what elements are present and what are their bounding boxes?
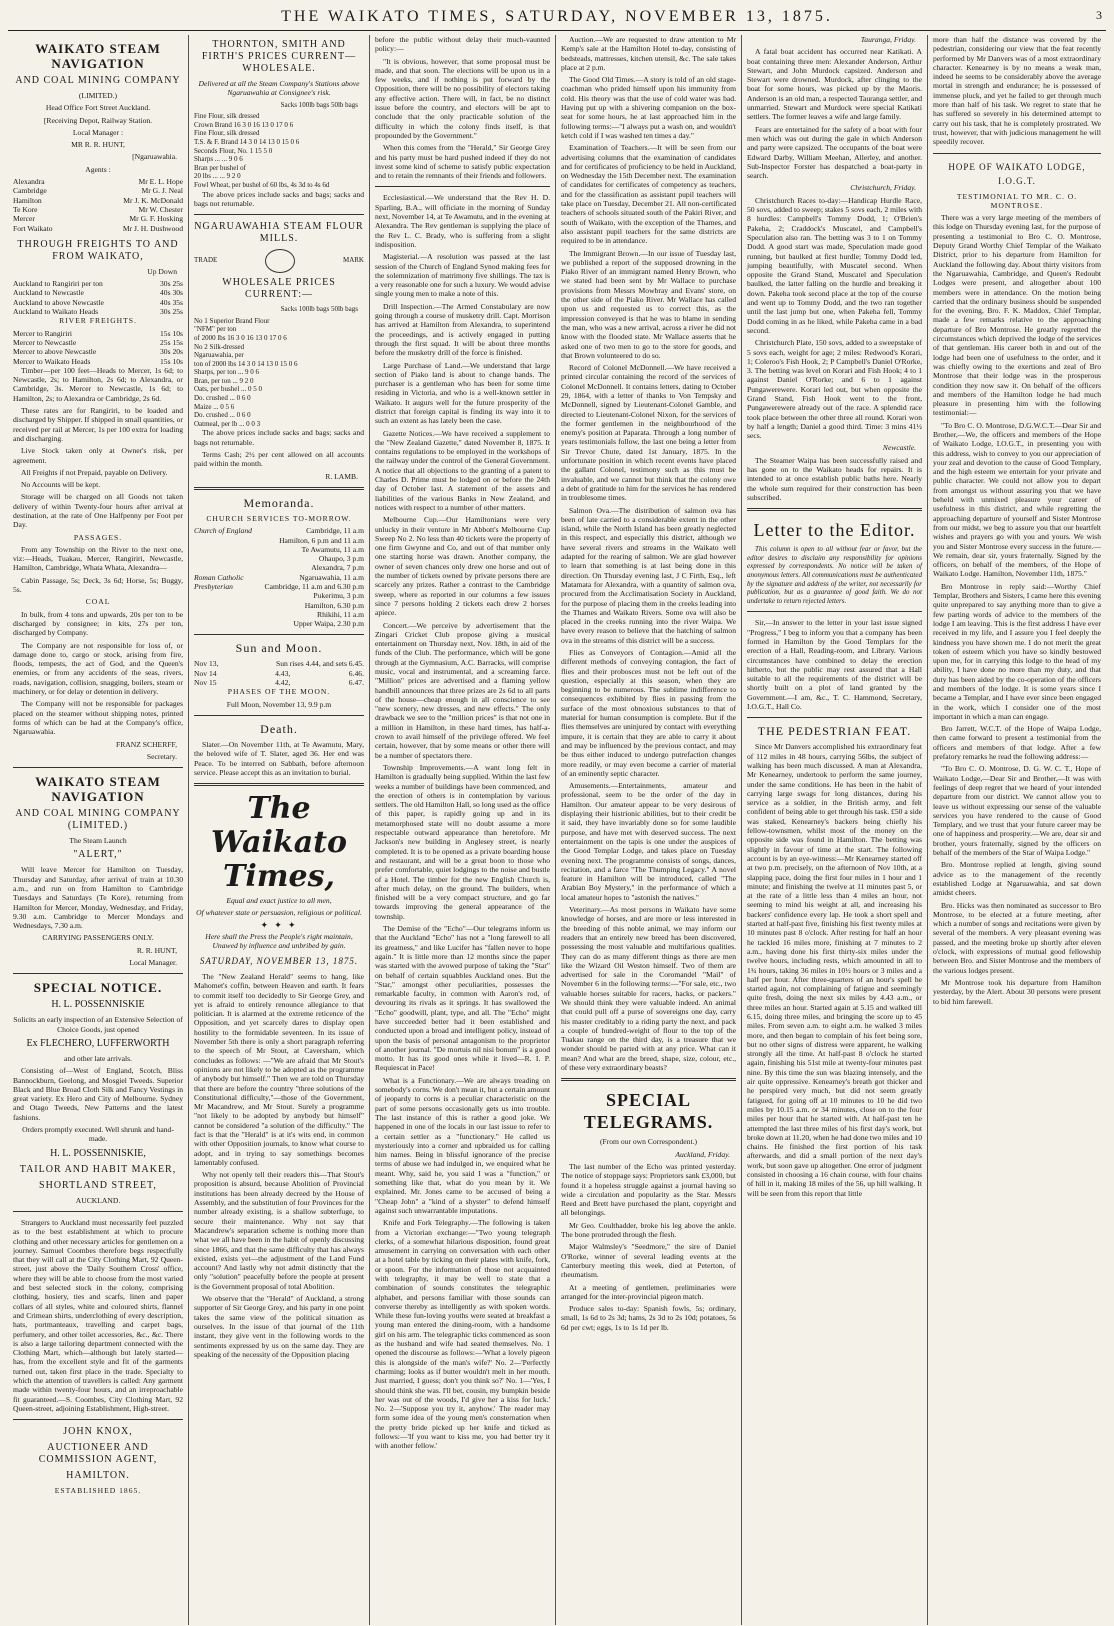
river-down: 10s (172, 356, 183, 366)
agent-town: Fort Waikato (13, 223, 53, 233)
coal-body: In bulk, from 4 tons and upwards, 20s per ton to be discharged by consignee; in kits, 27s per ton, discharged by Company. (13, 609, 183, 638)
service-row (194, 610, 364, 619)
agent-row (13, 205, 183, 214)
special-notice-street: SHORTLAND STREET, (39, 1179, 157, 1191)
special-notice-and: and other late arrivals. (64, 1053, 132, 1063)
rates-note: These rates are for Rangiriri, to be loaded and discharged by Shipper. If shipped in small quantities, or received per rail at Mercer, 1s per 100 extra for loading and discharging. (13, 406, 183, 443)
sun-date: Nov 13, (194, 659, 219, 669)
special-notice-title: SPECIAL NOTICE. (33, 980, 163, 996)
price-row: Fine Flour, silk dressed (194, 129, 260, 138)
price-row: Do. crushed ... 0 6 0 (194, 411, 251, 420)
sun-date: Nov 15 (194, 678, 217, 688)
accounts-note: No Accounts will be kept. (21, 480, 101, 490)
thornton-table (194, 112, 364, 189)
pedestrian-title: THE PEDESTRIAN FEAT. (757, 724, 912, 739)
divider (747, 717, 922, 718)
knox-established: ESTABLISHED 1865. (54, 1486, 142, 1496)
limited-label: (LIMITED.) (78, 91, 118, 100)
freight-row (13, 307, 183, 316)
river-up: 15s (159, 356, 171, 366)
river-row (13, 347, 183, 356)
freight-up: 40s (159, 288, 171, 298)
local-news-item: Ecclesiastical.—We understand that the Rev H. D. Sparling, B.A., will officiate in the morning of Sunday next, November 14, at Te Awamutu, and in the evening at Alexandra. The Rev gentleman is supplying the place of the Rev L. C. Brady, who is suffering from a slight indisposition. (375, 193, 550, 249)
wholesale-table (194, 317, 364, 429)
river-up: 15s (159, 328, 171, 338)
trade-mark-seal-icon (265, 249, 295, 273)
price-row: ton of 2000 lbs 14 3 0 14 13 0 15 0 6 (194, 359, 298, 368)
service-row (194, 554, 364, 563)
column-2 (189, 35, 370, 1625)
freight-row (13, 279, 183, 288)
service-time: Pukerimu, 3 p.m (313, 591, 364, 601)
mills-title: NGARUAWAHIA STEAM FLOUR MILLS. (194, 221, 364, 245)
local-news-item: Examination of Teachers.—It will be seen from our advertising columns that the examination of candidates and for certificates of proficiency to be held in Auckland, on Wednesday the 15th December next. The examination of candidates for certificates of competency as teachers, and for the classification as assistant pupil teachers will take place on Tuesday, December 21. All non-certificated teachers of schools situated south of the Pakiri River, and south of Waikato, with the exception of the Thames, and also assistant pupil teachers for the same districts are required to be in attendance. (561, 143, 736, 246)
sun-rise: 4.43, (275, 668, 291, 678)
steam-nav-title: WAIKATO STEAM NAVIGATION (35, 41, 161, 71)
divider (13, 1419, 183, 1420)
agent-name: Mr E. L. Hope (138, 177, 183, 187)
coal-title: COAL (85, 597, 111, 607)
freight-rates (160, 279, 183, 288)
freight-route: Auckland to Rangiriri per ton (13, 279, 103, 289)
service-time: Cambridge, 11 a.m (306, 526, 364, 536)
agent-town: Mercer (13, 214, 35, 224)
freight-row (13, 298, 183, 307)
service-time: Hamilton, 6 p.m and 11 a.m (279, 535, 364, 545)
column-5 (742, 35, 928, 1625)
agent-row (13, 214, 183, 223)
river-down: 15s (172, 337, 183, 347)
freight-down: 35s (172, 297, 183, 307)
freight-down: 30s (172, 288, 183, 298)
price-row: "NFM" per ton (194, 325, 237, 334)
phases-title: PHASES OF THE MOON. (227, 687, 331, 697)
article-paragraph: before the public without delay their much-vaunted policy:— (375, 35, 550, 54)
telegram-item: A fatal boat accident has occurred near Katikati. A boat containing three men: Alexander Anderson, Arthur Stewart, and John Murdock capsized. Anderson and Stewart were drowned. Murdock, after clinging to the boat for some hours, was picked up by the Maoris. Anderson is an old man, a respected Tauranga settler, and unmarried. Stewart and Murdock were special Katikati settlers. The former leaves a wife and large family. (747, 47, 922, 122)
service-row (194, 526, 364, 535)
telegram-item: The last number of the Echo was printed yesterday. The notice of stoppage says: Proprietors sank £3,000, but found it a hopeless struggle against a journal having so wide a circulation and popularity as the Star. Messrs Reed and Brett have purchased the plant, copyright and all belongings. (561, 1161, 736, 1218)
service-row (194, 563, 364, 572)
sun-set: 6.46. (348, 668, 364, 678)
special-notice-name-2: H. L. POSSENNISKIE, (50, 1147, 146, 1159)
sun-date: Nov 14 (194, 668, 217, 678)
freight-up: 40s (159, 297, 171, 307)
divider (194, 487, 364, 490)
lodge-paragraph: Bro. Hicks was then nominated as successor to Bro Montrose, to be elected at a future meeting, after which a number of songs and recitations were given by several of the members. A very pleasant evening was passed, and the meeting broke up shortly after eleven o'clock, with expressions of mutual good fellowship between Bro. and Sister Montrose and the members of the various lodges present. (933, 900, 1101, 975)
divider (375, 186, 550, 187)
service-time: Ngaruawahia, 11 a.m (299, 572, 364, 582)
river-row (13, 357, 183, 366)
freight-rates (160, 307, 183, 316)
agent-name: Mr J. K. McDonald (123, 195, 183, 205)
agent-row (13, 224, 183, 233)
wholesale-note: The above prices include sacks and bags; sacks and bags not returnable. (194, 428, 364, 447)
river-freights-title: RIVER FREIGHTS. (59, 316, 137, 326)
telegram-item: At a meeting of gentlemen, preliminaries were arranged for the inter-provincial pigeon match. (561, 1282, 736, 1301)
price-row: No 1 Superior Brand Flour (194, 316, 270, 325)
local-news-item: Knife and Fork Telegraphy.—The following is taken from a Victorian exchange:—"Two young telegraph clerks, of a somewhat hilarious disposition, found great amusement in carrying on conversation with each other at a hotel table by ticking on their plates with knife, fork, or spoon. For the information of those not acquainted with telegraphy, it may be well to state that a combination of sounds constitutes the telegraphic alphabet, and persons familiar with those sounds can converse thereby as intelligently as with spoken words. While these fun-loving youths were seated at breakfast a young man entered the dining-room, with a handsome girl on his arm. The telegraphic ticks commenced as soon as the husband and wife had seated themselves. No. 1 opened the discourse as follows:—'What a lovely pigeon this is alongside of the man's wife?' No. 2—'Perfectly charming; looks as if butter wouldn't melt in her mouth. Just married, I guess; don't you think so?' No. 1—'Yes, I should think she was. I'll bet, cousin, my bumpkin beside her was out of the woods, I'd give her a kiss for luck.' No. 2—'Suppose you try it, anyhow.' The reader may form some idea of the young men's consternation when the pretty bride picked up her knife and ticked as follows:—'If you want to kiss me, you had better try it with another fellow.' (375, 1218, 550, 1451)
special-notice-body: Solicits an early inspection of an Extensive Selection of Choice Goods, just opened (13, 1015, 183, 1034)
agent-town: Alexandra (13, 177, 45, 187)
local-news-item: The Immigrant Brown.—In our issue of Tuesday last, we published a report of the supposed drowning in the Piako River of an immigrant named Henry Brown, who we stated had been sent by Mr Wallace to purchase provisions from Messrs Mowbray and Evans' store, on the other side of the Piako River. Mr Wallace has called upon us and requested us to correct this, as the impression conveyed is that he was to blame in sending the man, who was a new arrival, across a river he did not know with the flooded state. Mr Wallace asserts that he asked one of two men to go to the store for goods, and that Brown volunteered to do so. (561, 248, 736, 360)
price-row: Oatmeal, per lb ... 0 0 3 (194, 419, 261, 428)
trade-label: TRADE (194, 256, 218, 265)
pedestrian-continued: more than half the distance was covered by the pedestrian, considering our view that the feat recently performed by Mr Danvers was of a most extraordinary character. Kenearney is by no means a weak man, indeed he seems to be considerably above the average mortal in strength and endurance; he is possessed of immense pluck, and yet he failed to get through much more than half of his task. We regret to state that he has suffered so severely in his determined attempt to carry out his task, that he is completely prostrated. We trust, however, that with judicious management he will speedily recover. (933, 35, 1101, 147)
agent-town: Cambridge (13, 186, 47, 196)
price-row: No 2 Silk-dressed (194, 342, 245, 351)
divider (747, 611, 922, 612)
freight-up: 30s (159, 307, 171, 317)
agent-name: Mr J. H. Dushwood (122, 223, 183, 233)
river-rates (160, 357, 183, 366)
freight-down: 25s (172, 279, 183, 289)
freight-route: Auckland to Newcastle (13, 288, 84, 298)
knox-trade: AUCTIONEER AND COMMISSION AGENT, (38, 1442, 158, 1466)
leader-paragraph: Why not openly tell their readers this—That Stout's proposition is absurd, because Abolition of Provincial institutions has been already decreed by the House of Assembly, and the substitution of four Provinces for the number already existing, is a shallow subterfuge, to secure their maintenance. Why not say that Macandrew's separation scheme is nothing more than what we all have been in the habit of openly discussing since 1866, and that the same difficulty that has always existed, exists yet—the adjustment of the Land Fund account? And lastly why not admit distinctly that the only "solution" peacefully before the people at present is the Government proposal of total Abolition. (194, 1170, 364, 1291)
terms-signature: R. LAMB. (325, 471, 358, 481)
price-row: Bran, per ton ... 9 2 0 (194, 376, 254, 385)
special-notice-name: H. L. POSSENNISKIE (51, 999, 145, 1011)
masthead-title: THE WAIKATO TIMES, SATURDAY, NOVEMBER 13, 1875. (281, 8, 833, 25)
agent-name: Mr G. F. Hosking (129, 214, 183, 224)
lodge-paragraph: Mr Montrose took his departure from Hamilton yesterday, by the Alert. About 30 persons were present to bid him farewell. (933, 977, 1101, 1006)
freight-row (13, 288, 183, 297)
price-row: Maize ... 0 5 6 (194, 402, 235, 411)
pedestrian-body: Since Mr Danvers accomplished his extraordinary feat of 112 miles in 48 hours, carrying 56lbs, the subject of walking has been much discussed. A man at Alexandra, Mr Kenearney, undertook to perform the same journey, under the same conditions. He has been in the habit of carrying large swags for long distances, during his service as a soldier, in the British army, and felt confident of being able to get through his task. £50 a side was staked, Kenearney's backers being chiefly his fellow-townsmen, whilst most of the money on the opposite side was found in Hamilton. The betting was slightly in favour of time at the start. The following account is by an eye-witness:—Mr Kenearney started off at two p.m. precisely, on the afternoon of Nov 10th, at a slapping pace, doing the first four miles in 1 hour and 1 minute; and finishing the twelve at 11 minutes past 5, or at the rate of a little less than 4 miles an hour, not seeming to mind his weight at all, and increasing his backers' confidence every lap. He took a short spell and started at half-past five, finishing his first twenty miles at 10 minutes past 8 o'clock. After resting for half an hour he tackled 16 miles more, finishing at 7 minutes to 2 a.m., having done his first thirty-six miles under the twelve hours, including rests, which amounted in all to 1¾ hours, taking 36 miles in 10½ hours or 3 miles and a half per hour. After three-quarters of an hour's spell he started again, not complaining of fatigue and seemingly quite fresh, doing the next six miles by 4.43 a.m., or three miles an hour. Started again at 5.15 and walked till 6.15, doing three miles, and bringing the score up to 45 miles. From seven a.m. to eight a.m. he walked 3 miles more, and then began to complain of his feet being sore, but no other signs of distress were apparent, he walking strongly all the time. At half-past 8 o'clock he started again, finishing his 51st mile at twenty-four minutes past nine. By this time the sun was blazing intensely, and the air quite oppressive. Kenearney's breath got thicker and he perspired very much, but did not seem greatly fatigued, for going off at 10 minutes to 10 he did two miles by 10.15 a.m. or 34 minutes, close on to the four miles per hour that he started with. At half-past ten he attempted the last three miles of his first day's work, but broke down at 11.20, when he had done two miles and 10 chains. He finished the first portion of his task afterwards, and did a small portion of the next day's work, but soon gave up altogether. One error of judgment consisted in choosing a 16 chain course, with four chains of hill in it, making 18 miles of the 56, up hill walking. It will be seen from this report that little (747, 742, 922, 1198)
price-row: Crown Brand 16 3 0 16 13 0 17 0 6 (194, 120, 294, 129)
steam-nav-sub: AND COAL MINING COMPANY (15, 75, 181, 86)
memoranda-title: Memoranda. (243, 495, 315, 510)
telegram-item: Mr Geo. Coulthadder, broke his leg above the ankle. The bone protruded through the flesh. (561, 1220, 736, 1240)
liability-note: The Company are not responsible for loss of, or damage done to, cargo or stock, arising from fire, floods, tempests, the act of God, and the Queen's enemies, or from any accidents of the seas, rivers, roads, navigation, collision, snagging, boilers, steam or machinery, or for delay or detention in delivery. (13, 640, 183, 697)
thornton-columns: Sacks 100lb bags 50lb bags (280, 100, 358, 109)
divider (13, 1211, 183, 1212)
divider (933, 153, 1101, 154)
sun-times: Sun rises 4.44, and sets 6.45. (276, 659, 364, 669)
river-route: Mercer to above Newcastle (13, 347, 97, 357)
service-church: Presbyterian (194, 582, 233, 591)
divider (747, 508, 922, 511)
divider (194, 214, 364, 215)
death-notice: Slater.—On November 11th, at Te Awamutu, Mary, the beloved wife of T. Slater, aged 36. Her end was Peace. To be interred on Sabbath, before afternoon service. Please accept this as an invitation to burial. (194, 739, 364, 777)
telegram-item: Fears are entertained for the safety of a boat with four men which was out during the gale in which Anderson and party were capsized. The occupants of the boat were Edward Darby, William Meehan, Allerley, and another. Sub-Inspector Forster has despatched a boat-party in search. (747, 124, 922, 181)
manager-label: Local Manager : (72, 127, 124, 137)
river-down: 10s (172, 328, 183, 338)
sun-rise: 4.42, (275, 678, 291, 688)
lodge-paragraph: Bro Montrose in reply said:—Worthy Chief Templar, Brothers and Sisters, I came here this evening quite unprepared to say anything more than to give a few parting words of advice to the members of the lodge I am leaving. This is the first address I have ever received in my life, and I assure you I feel deeply the kindness you have shown me. I do not merit the great token of esteem which you have so kindly bestowed upon me, for in carrying this lodge to the head of my ability, I have done no more than my duty, and that duty has been aided by the co-operation of the officers and members of the lodge. It is some years since I became a Templar, and I have ever since been engaged in the work, which I consider one of the most important in which a man can engage. (933, 581, 1101, 721)
freights-table (13, 279, 183, 316)
river-up: 25s (159, 337, 171, 347)
live-stock-note: Live Stock taken only at Owner's risk, per agreement. (13, 446, 183, 465)
local-news-item: Gazette Notices.—We have received a supplement to the "New Zealand Gazette," dated November 8, 1875. It contains regulations to be employed in the workshops of the railway under the control of the General Government. A notice that all objections to the granting of a patent to Charles D. Prime must be lodged on or before the 24th day of October last. A statement of the assets and liabilities of the various Banks in New Zealand, and notices with respect to a number of other matters. (375, 428, 550, 512)
terms-note: Terms Cash; 2½ per cent allowed on all accounts paid within the month. (194, 450, 364, 469)
telegram-item: Produce sales to-day: Spanish fowls, 5s; ordinary, small, 1s 6d to 2s 3d; hams, 2s 3d to 2s 10d; potatoes, 5s 6d per cwt; eggs, 1s to 1s 1d per lb. (561, 1304, 736, 1332)
service-row (194, 601, 364, 610)
steam-nav-sub-2: AND COAL MINING COMPANY (LIMITED.) (15, 808, 181, 832)
service-church: Roman Catholic (194, 572, 244, 582)
knox-name: JOHN KNOX, (63, 1426, 133, 1438)
launch-label: The Steam Launch (69, 836, 127, 846)
service-row (194, 573, 364, 582)
sun-row (194, 659, 364, 668)
wholesale-columns: Sacks 100lb bags 50lb bags (280, 305, 358, 314)
freights-head: Up Down (147, 266, 177, 276)
local-news-item: Salmon Ova.—The distribution of salmon ova has been of late carried to a considerable extent in the other island, while the North Island has been greatly neglected in this respect, and especially this district, although we have several rivers and streams in the Waikato well adapted for the rearing of salmon. We are glad however to learn that something is at last being done in this direction. On Thursday evening last, J C Firth, Esq., left Matamata for Alexandra, with a quantity of salmon ova, procured from the Acclimatisation Society in Auckland, for the purpose of placing them in the creeks leading into the Thames and Waikato Rivers. Some ova will also be placed in the creeks running into the river Waipa. We have every reason to believe that the hatching of salmon ova in the streams of this district will be a success. (561, 505, 736, 645)
service-time: Upper Waipa, 2.30 p.m (293, 619, 364, 629)
divider (561, 1078, 736, 1081)
special-notice-orders: Orders promptly executed. Well shrunk and hand-made. (22, 1125, 174, 1144)
agent-name: Mr G. J. Neal (141, 186, 183, 196)
agent-town: Hamilton (13, 195, 42, 205)
divider (194, 634, 364, 635)
paper-title: The Waikato Times, (210, 791, 347, 895)
launch-passengers: CARRYING PASSENGERS ONLY. (42, 933, 154, 943)
local-news-item: Concert.—We perceive by advertisement that the Zingari Cricket Club propose giving a musical entertainment on Thursday next, Nov. 18th, in aid of the funds of the Club. The performance, which will be gone through at the Gymnasium, A.C. Barracks, will comprise music, vocal and instrumental, and a screaming farce. "Million" prices are advertised and a flaming yellow handbill announces that three prizes are 2s 6d to all parts of the house—cheap enough in all conscience to see "new scenery, new dresses, and new effects." The only drawback we see to the "million prices" is that not one in a million in Hamilton, in these hard times, has half-a-crown to avail himself of the privilege offered. We feel certain, however, that by some means or other there will be a number of spectators there. (375, 620, 550, 760)
local-news-item: Veterinary.—As most persons in Waikato have some knowledge of horses, and are more or less interested in the breeding of this noble animal, we may inform our readers that an entirely new breed has been discovered, possessing the most valuable and multifarious qualities. They can do as many different things as there are men like the Wizard Oil Weston himself. Two of them are advertised for sale in the Coromandel "Mail" of November 6 in the following terms:—"For sale, etc., two valuable horses suitable for racers, hacks, or packers." We should think they were valuable indeed. An animal that could pull off a purse of sovereigns one day, carry his master creditably to a riding party the next, and pack a couple of hundred-weight of flour to the top of the Tuakau range on the third day, is a treasure that we wonder should be parted with at any price. What can it mean? And what are the breed, shape, size, colour, etc., of these very extraordinary beasts? (561, 905, 736, 1073)
masthead (8, 4, 1106, 31)
column-3 (370, 35, 556, 1625)
column-1 (8, 35, 189, 1625)
service-row (194, 582, 364, 591)
river-rates (160, 338, 183, 347)
agent-row (13, 186, 183, 195)
launch-schedule: Will leave Mercer for Hamilton on Tuesday, Thursday and Saturday, after arrival of train at 10.30 a.m., and run on from Hamilton to Cambridge Tuesdays and Saturdays (Te Kore), returning from Hamilton for Mercer, Monday, Wednesday, and Friday, 9.30 a.m. Cambridge to Mercer Mondays and Wednesdays, 7.30 a.m. (13, 865, 183, 931)
freight-rates (160, 298, 183, 307)
lodge-paragraph: Bro Jarrett, W.C.T. of the Hope of Waipa Lodge, then came forward to present a testimonial from the officers and members of that lodge. After a few prefatory remarks he read the following address:— (933, 724, 1101, 762)
sun-set: 6.47. (348, 678, 364, 688)
launch-name: "ALERT," (73, 849, 123, 861)
divider (194, 783, 364, 786)
service-time: Alexandra, 7 p.m (311, 563, 364, 573)
coombes-ad: Strangers to Auckland must necessarily feel puzzled as to the best establishment at which to procure clothing and other necessary articles for gentlemen on a journey. Samuel Coombes therefore begs respectfully that they will call at the City Clothing Mart, 92 Queen-street, just above the 'Daily Southern Cross' office, where they will be able to choose from the most varied and best selected stock in the colony, comprising clothing, hosiery, ties and scarfs, linen and paper collars of all styles, white and coloured shirts, flannel and Crimean shirts, underclothing of every description, hats, portmanteaux, travelling and carpet bags, perfumery, and other toilet accessories, &c., &c. There is also a large tailoring department connected with the Clothing Mart, which—although but lately started—has, from the excellent style and fit of the garments turned out, taken first place in the trade. Specialty to which the attention of travellers is called: Any garment made within twenty-four hours, and an irreproachable fit guaranteed.—S. Coombes, City Clothing Mart, 92 Queen-street, adjoining Establishment, High-street. (13, 1217, 183, 1413)
motto-line-1: Equal and exact justice to all men, (226, 896, 332, 906)
article-paragraph: When this comes from the "Herald," Sir George Grey and his party must be hard pushed indeed if they do not invest some kind of scheme to satisfy public expectation and to retain the remnants of their friends and followers. (375, 143, 550, 181)
river-row (13, 329, 183, 338)
ad1-signature-role: Secretary. (146, 751, 177, 761)
passages-title: PASSAGES. (73, 532, 123, 542)
issue-date: SATURDAY, NOVEMBER 13, 1875. (199, 955, 359, 966)
service-row (194, 536, 364, 545)
telegram-dateline: Tauranga, Friday. (860, 35, 916, 44)
price-row: Oats, per bushel ... 0 5 0 (194, 385, 263, 394)
lodge-paragraph: "To Bro C. O. Montrose, D.G.W.C.T.—Dear Sir and Brother,—We, the officers and members of the Hope of Waikato Lodge, I.O.G.T., in presenting you with this address, wish to convey to you our appreciation of your zeal and devotion to the cause of Good Templary, and the high esteem we entertain for your private and public character. We could not allow you to depart from amongst us without assuring you that we have beheld with unmixed pleasure your career of usefulness in this district, and while regretting the approaching departure of yourself and Sister Montrose from our midst, we beg to assure you that our heartfelt wishes and prayers go with you and yours. We wish you and Sister Montrose every success in the future.—We remain, dear sir, yours fraternally. Signed by the officers, on behalf of the members, of the Hope of Waikato Lodge. Hamilton, November 11th, 1875." (933, 420, 1101, 579)
special-notice-city: AUCKLAND. (75, 1195, 121, 1205)
price-row: Sharps, per ton ... 9 0 6 (194, 368, 259, 377)
mark-label: MARK (342, 256, 364, 265)
agents-label: Agents : (85, 164, 111, 174)
river-rates (160, 347, 183, 356)
freight-up: 30s (159, 279, 171, 289)
local-news-item: Drill Inspection.—The Armed Constabulary are now going through a course of musketry drill. Capt. Morrison has arrived at Hamilton from Alexandra, to superintend the proceedings, and is actively engaged in putting through the first squad. It will be about three months before the musketry drill of the force is finished. (375, 301, 550, 358)
sun-moon-title: Sun and Moon. (235, 641, 323, 656)
price-row: Bran per bushel of (194, 163, 246, 172)
ad2-signature-role: Local Manager. (129, 958, 177, 968)
local-news-item: Township Improvements.—A want long felt in Hamilton is gradually being supplied. Within the last few weeks a number of buildings have been commenced, and the erection of others is in contemplation by various settlers. The old Hamilton Hall, so long used as the office of this paper, is rapidly going up and in its metamorphosed state will no doubt assume a more respectable outward appearance than heretofore. Mr Jackson's new building in Anglesey street, is nearly completed. It is to be opened as a private boarding house and restaurant, and will be a great boon to those who prefer comfortable, quiet lodgings to the noise and bustle of a Hotel. The timber for the new English Church is, after much delay, on the ground. The builders, when finished will be a very compact structure, and go far towards improving the general appearance of the township. (375, 762, 550, 921)
telegrams-source: (From our own Correspondent.) (599, 1137, 698, 1147)
agents-list (13, 177, 183, 233)
wholesale-title: WHOLESALE PRICES CURRENT:— (222, 277, 336, 301)
motto-line-3: Here shall the Press the People's right maintain, Unawed by influence and unbribed by gain. (205, 932, 353, 951)
service-time: Hamilton, 6.30 p.m (304, 600, 364, 610)
manager-place: [Ngaruawahia. (132, 152, 177, 162)
special-notice-trade: TAILOR AND HABIT MAKER, (19, 1163, 177, 1175)
local-news-item: Large Purchase of Land.—We understand that large section of Piako land is about to change hands. The purchaser is a gentleman who has been for some time residing in Victoria, and who is a well-known settler in Waikato. It augurs well for the future prosperity of the district that foreign capital is finding its way into it to such an extent as has lately been the case. (375, 360, 550, 426)
river-down: 20s (172, 347, 183, 357)
receiving-depot: [Receiving Depot, Railway Station. (43, 115, 153, 125)
lodge-subtitle: TESTIMONIAL TO MR. C. O. MONTROSE. (956, 191, 1078, 210)
agent-town: Te Kore (13, 204, 38, 214)
price-row: Ngaruawahia, per (194, 351, 244, 360)
river-rates (160, 329, 183, 338)
divider (194, 715, 364, 716)
service-time: Cambridge, 11 a.m and 6.30 p.m (264, 582, 364, 591)
local-news-item: Magisterial.—A resolution was passed at the last session of the Church of England Synod making fees for the solemnization of matrimony five shillings. The tax is a very reasonable one for such a luxury. We would advise single young men to make a note of this. (375, 252, 550, 299)
lodge-title: HOPE OF WAIKATO LODGE, I.O.G.T. (948, 161, 1086, 186)
river-route: Mercer to Rangiriri (13, 328, 73, 338)
letter-title: Letter to the Editor. (753, 520, 916, 541)
freight-rates (160, 288, 183, 297)
local-news-item: What is a Functionary.—We are always treading on somebody's corns. We don't mean it, but a certain amount of jeopardy to corns is a peculiar characteristic on the part of some persons occasionally gets us into trouble. The last instance of this is rather a good joke. We happened in one of the locals in our last issue to refer to a certain settler as a "functionary." He called us mysteriously into a corner and upbraided us for calling him names. Being in blissful ignorance of the precise terms of abuse we had indulged in, we enquired what he meant. Why, said he, you said I was a "function," or something like that, what do you mean by it. We explained. Mr. Jones came to be accused of being a "Cheap John" a "kind of a shyster" to defend himself against such unwarrantable imputations. (375, 1075, 550, 1215)
telegram-dateline: Auckland, Friday. (675, 1149, 730, 1159)
local-news-item: The Demise of the "Echo"—Our telegrams inform us that the Auckland "Echo" has not a "long farewell to all its greatness," and like Lucifer has "fallen never to hope again." It is little more than 12 months since the paper was started with the avowed purpose of taking the "Star" on behalf of certain squabbles Auckland ones. But the "Star," amongst other peculiarities, possesses the remarkable faculty, in common with Aaron's rod, of devouring its rivals as it springs. It has swallowed the "Echo" goodwill, plant, type, and all. The "Echo" might have succeeded better had it been established and conducted upon a broad and intelligent policy, instead of upon the basis of personal antagonism to the proprietor of another journal. "De mortuis nil nisi bonum" is a good motto. It has its good ones while it lived—R. I. P. Requiescat in Pace! (375, 924, 550, 1073)
special-notice-list: Consisting of—West of England, Scotch, Bliss Bannockburn, Geelong, and Mosgiel Tweeds. Superior Black and Blue Broad Cloth Silk and Fancy Vestings in great variety. Ex Hero and City of Melbourne. Sydney and Otago Tweeds, New Patterns and the latest fashions. (13, 1066, 183, 1122)
sun-row (194, 669, 364, 678)
ornament-icon: ✦ ✦ ✦ (260, 919, 298, 930)
service-time: Rhikihi, 11 a.m (317, 609, 364, 619)
columns (8, 35, 1106, 1625)
freight-route: Auckland to Waikato Heads (13, 307, 99, 317)
packages-note: The Company will not be responsible for packages placed on the steamer without shipping notes, printed forms of which can be had at the Company's office, Ngaruawahia. (13, 699, 183, 737)
special-notice-ships: Ex FLECHERO, LUFFERWORTH (26, 1037, 170, 1049)
river-up: 30s (159, 347, 171, 357)
service-row (194, 619, 364, 628)
river-table (13, 329, 183, 366)
agent-row (13, 177, 183, 186)
trade-mark (194, 249, 364, 273)
freight-down: 25s (172, 307, 183, 317)
lodge-paragraph: There was a very large meeting of the members of this lodge on Thursday evening last, for the purpose of presenting a testimonial to Bro C. O. Montrose, Deputy Grand Worthy Chief Templar of the Waikato District, prior to his departure from Hamilton for Auckland the following day. About thirty visitors from the Ngaruawahia, Cambridge, and Queen's Redoubt Lodges were present, and altogether about 100 members were in attendance. On the motion being carried that the ordinary business should be suspended for the evening, Bro. F. K. Maddox, Chief Templar, made a few remarks relative to the approaching departure of Bro Montrose. He greatly regretted the circumstances which deprived the lodge of the services of that gentleman. His career both in and out of the lodge had been one of usefulness to the order, and it was chiefly owing to the exertions and zeal of Bro Montrose that their lodge was in the prosperous condition they now saw it. On behalf of the officers and members of the Hamilton lodge he had much pleasure in presenting him with the following testimonial:— (933, 213, 1101, 418)
death-title: Death. (260, 721, 298, 736)
freight-route: Auckland to above Newcastle (13, 297, 104, 307)
service-time: Ohaupo, 3 p.m (318, 554, 364, 564)
agent-row (13, 196, 183, 205)
leader-paragraph: The "New Zealand Herald" seems to hang, like Mahomet's coffin, between Heaven and earth. It fears to commit itself too decidedly to Sir George Grey, and yet is afraid to entirely renounce allegiance to that politician. It is alarmed at the extreme reticence of the Opposition, and yet scarcely dares to display open hostility to the formidable seventeen. In its issue of November 5th there is only a short paragraph referring to the speech of Mr Stout, at Caversham, which concludes as follows: —"We are afraid that Mr Stout's opinions are not likely to be adopted as the programme of anybody but himself." Then we are told on Thursday that there are before the country "three solutions of the Constitutional difficulty,"—those of the Government, Mr Macandrew, and Mr Stout. Surely a programme "not likely to be adopted by anybody but himself" cannot be considered "a solution of the difficulty." The fact is that the "Herald" is at it's wits end, in common with other Opposition journals, to know what course to adopt, and in trying to say somethings becomes lamentably confused. (194, 971, 364, 1167)
divider (13, 767, 183, 768)
prepaid-note: All Freights if not Prepaid, payable on Delivery. (21, 467, 168, 477)
telegram-item: Major Walmsley's "Seedmore," the sire of Daniel O'Rorke, winner of several leading events at the Canterbury meeting this week, died at Peterton, of rheumatism. (561, 1242, 736, 1280)
local-news-item: Record of Colonel McDonnell.—We have received a printed circular containing the record of the services of Colonel McDonnell. It contains letters, dating to October 29, 1864, with a letter of thanks to Von Tempsky and McDonnell, signed by Lieutenant-Colonel Gamble, and directed to Lieutenant-Colonel Nixon, for the services of the former gentlemen in the neighbourhood of the enemy's position at Paparata. Through a long number of years testimonials follow, the last one being a letter from Sir Trevor Chute, dated 1st January, 1875. In the unfortunate position in which recent events have placed the gallant Colonel, testimony such as this must be invaluable, and we cannot but think that the colony owe a debt of gratitude to him for the services he has rendered in troublesome times. (561, 363, 736, 503)
local-news-item: Amusements.—Entertainments, amateur and professional, seem to be the order of the day in Hamilton. Our amateur appear to be very desirous of displaying their histrionic abilities, but to their credit be it said, they have invariably done so for some laudible purpose, and have met with deserved success. The next entertainment on the tapis is one under the auspices of the Good Templar Lodge, and takes place on Tuesday evening next. The programme consists of songs, dances, recitation, and a farce "The Thumping Legacy." A novel feature in Hamilton will be introduced, called "The Arabian Boy Mystery," in the performance of which a local amateur hopes to "astonish the natives." (561, 781, 736, 902)
price-row: of 2000 lbs 16 3 0 16 13 0 17 0 6 (194, 333, 287, 342)
river-route: Mercer to Newcastle (13, 337, 77, 347)
service-church: Church of England (194, 526, 252, 536)
service-row (194, 591, 364, 600)
leader-paragraph: We observe that the "Herald" of Auckland, a strong supporter of Sir George Grey, and his party in one point takes the same view of the political situation as ourselves. In the issue of that journal of the 11th instant, they give vent in the following words to the sentiments expressed by us on the same day. They are speaking of the necessity of the Opposition placing (194, 1294, 364, 1359)
letter-disclaimer: This column is open to all without fear or favor, but the editor desires to disclaim any responsibility for opinions expressed by correspondents. No notice will be taken of anonymous letters. All communications must be authenticated by the signature and address of the writer, not necessarily for publication, but as a guarantee of good faith. We do not undertake to return rejected letters. (747, 545, 922, 605)
price-row: Sharps ... ... 9 0 6 (194, 155, 243, 164)
timber-rates: Timber—per 100 feet—Heads to Mercer, 1s 6d; to Newcastle, 2s; to Hamilton, 2s 6d; to Alexandra, or Cambridge, 3s. Mercer to Newcastle, 1s 6d; to Hamilton, 2s; to Alexandra or Cambridge, 2s 6d. (13, 365, 183, 403)
article-quote: "It is obvious, however, that some proposal must be made, and that soon. The elections will be upon us in a few weeks, and if nothing is put forward by the Opposition, there will be no possibility of electors taking any effective action. There will, in fact, be no distinct issue before the country, and electors will be apt to conclude that the only practicable solution of the difficulty in which the colony finds itself, is that propounded by the Government." (375, 56, 550, 140)
services-list (194, 526, 364, 628)
telegrams-title: SPECIAL TELEGRAMS. (583, 1090, 714, 1133)
telegram-dateline: Christchurch, Friday. (850, 183, 916, 193)
local-news-item: Melbourne Cup.—Our Hamiltonians were very unlucky in their venture in Mr Abbott's Melbourne Cup Sweep No 2. No less than 40 tickets were the property of one firm Gwynne and Co, and out of that number only one starting horse was drawn. Another company, the owner of seven chances only drew one horse and out of the number of tickets owned by private persons there are scarcely any prizes. Rather a contrast to the Cambridge sweep, where as reported in our columns a few issues since 7 persons holding 2 tickets each drew 2 horses apiece. (375, 515, 550, 618)
passages-body: From any Township on the River to the next one, viz:—Heads, Tuakau, Mercer, Rangiriri, Newcastle, Hamilton, Cambridge, Whata Whata, Alexandra— (13, 544, 183, 573)
local-news-item: Flies as Conveyors of Contagion.—Amid all the different methods of conveying contagion, the fact of flies and their probosces must not be left out of the question, especially at this season, when they are beginning to be numerous. The sublime indifference to consequences exhibited by flies in passing from the surface of the most obnoxious substances to that of material for human consumption is complete. But if the flies themselves are uninjured by contact with everything impure, it is certain that they are able to carry it about and may be influenced by the previous contact, and may be thus either induced to undergo putrefaction changes more readily, or may even become a carrier of material of an eminently septic character. (561, 648, 736, 778)
price-row: Do. crushed ... 0 6 0 (194, 394, 251, 403)
local-news-item: The Good Old Times.—A story is told of an old stage-coachman who prided himself upon his immunity from cold. His theory was that the use of cold water was bad. Having put up with a shivering companion on the box-seat for some hours, he at last approached him in the following terms:—"I always put a wash on, and wouldn't ketch cold if I was washed ten times a day." (561, 75, 736, 140)
head-office: Head Office Fort Street Auckland. (45, 103, 151, 113)
ad1-signature: FRANZ SCHERFF, (115, 739, 177, 749)
sun-table (194, 659, 364, 687)
service-row (194, 545, 364, 554)
thornton-subtitle: Delivered at all the Steam Company's Stations above Ngaruawahia at Consignee's risk. (198, 79, 360, 98)
knox-city: HAMILTON. (66, 1470, 130, 1482)
lodge-paragraph: Bro. Montrose replied at length, giving sound advice as to the management of the recently established Lodge at Ngaruawahia, and sat down amidst cheers. (933, 860, 1101, 898)
services-title: CHURCH SERVICES TO-MORROW. (206, 513, 352, 523)
storage-note: Storage will be charged on all Goods not taken delivery of within Twenty-four hours after arrival at destination, at the rate of One Halfpenny per Foot per Day. (13, 492, 183, 530)
price-row: 20 lbs ... ... 9 2 0 (194, 172, 241, 181)
page-number: 3 (1096, 8, 1102, 22)
river-route: Mercer to Waikato Heads (13, 356, 91, 366)
thornton-note: The above prices include sacks and bags; sacks and bags not returnable. (194, 189, 364, 208)
column-4 (556, 35, 742, 1625)
freights-title: THROUGH FREIGHTS TO AND FROM WAIKATO, (17, 238, 179, 262)
service-time: Te Awamutu, 11 a.m (301, 544, 364, 554)
steam-nav-title-2: WAIKATO STEAM NAVIGATION (35, 774, 161, 805)
letter-body: Sir,—In answer to the letter in your last issue signed "Progress," I beg to inform you that a company has been formed in Hamilton by the Good Templars for the erection of a Hall, Reading-room, and Library. Various circumstances have combined to delay the erection hitherto, but the public may rest assured that a Hall suitable to all the requirements of the district will be shortly built on a plot of land granted by the Government.—I am, &c., T. C. Hammond, Secretary, I.O.G.T., Hall Co. (747, 618, 922, 712)
sun-row (194, 678, 364, 687)
price-row: T.S. & F. Brand 14 3 0 14 13 0 15 0 6 (194, 137, 300, 146)
cabin-fares: Cabin Passage, 5s; Deck, 3s 6d; Horse, 5s; Buggy, 5s. (13, 575, 183, 595)
telegram-dateline: Newcastle. (882, 443, 916, 453)
river-row (13, 338, 183, 347)
column-6 (928, 35, 1106, 1625)
telegram-item: Christchurch Plate, 150 sovs, added to a sweepstake of 5 sovs each, weight for age; 2 miles: Redwood's Korari, 1; Coleroo's Fish Hook, 2; P Campbell's Daniel O'Rorke, 3. The betting was level on Korari and Fish Hook; 4 to 1 against Daniel O'Rorke; and 6 to 1 against Pungawerewere. Korari led out, but when opposite the Grand Stand, Fish Hook went to the front, Pungawerewere already out of the race. A splendid race took place between the other three all round. Korari won by half a length; Daniel a good third. Time: 3 mins 41½ secs. (747, 338, 922, 441)
telegram-item: The Steamer Waipa has been successfully raised and has gone on to the Waikato heads for repairs. It is intended to at once establish public baths here. Nearly the whole sum required for their construction has been subscribed. (747, 455, 922, 502)
motto-line-2: Of whatever state or persuasion, religious or political. (196, 908, 362, 918)
lodge-paragraph: "To Bro C. O. Montrose, D. G. W. C. T., Hope of Waikato Lodge,—Dear Sir and Brother,—It was with feelings of deep regret that we heard of your intended departure from our district. We cannot allow you to leave us without expressing our sense of the valuable services you have rendered to the cause of Good Templary, and we trust that your future career may be one of happiness and prosperity.—We are, dear sir and brother, yours fraternally, signed by the officers on behalf of the members of the Star of Waipa Lodge." (933, 764, 1101, 858)
price-row: Fine Flour, silk dressed (194, 112, 260, 121)
full-moon: Full Moon, November 13, 9.9 p.m (226, 699, 332, 709)
local-news-item: Auction.—We are requested to draw attention to Mr Kemp's sale at the Hamilton Hotel to-day, consisting of bedsteads, mattresses, kitchen utensil, &c. The sale takes place at 2 p.m. (561, 35, 736, 72)
agent-name: Mr W. Chester (138, 204, 183, 214)
divider (13, 973, 183, 974)
price-row: Fowl Wheat, per bushel of 60 lbs, 4s 3d to 4s 6d (194, 180, 330, 189)
ad2-signature: R. R. HUNT, (136, 945, 177, 955)
thornton-title: THORNTON, SMITH AND FIRTH'S PRICES CURRENT—WHOLESALE. (201, 39, 357, 74)
telegram-item: Christchurch Races to-day:—Handicap Hurdle Race, 50 sovs, added to sweep; stakes 5 sovs each, 2 miles with 8 hurdles: Campbell's Tommy Dodd, 1; O'Brien's Pakeha, 2; Craddock's Muscatel, and Campbell's Speculation also ran. The betting was 3 to 1 on Tommy Dodd. A good start was made, Speculation made good running, but baulked at first hurdle; Tommy Dodd led, jumping beautifully, with Muscatel second. When opposite the Grand Stand, Muscatel and Speculation baulked, the latter falling on the hurdle and breaking it down. Pakeha took second place at the top of the course and went up to Tommy Dodd, and the two ran together until the last jump but one, when Pakeha fell, Tommy Dodd coming in as he liked, while Pakeha came in a bad second. (747, 195, 922, 335)
manager-name: MR R. R. HUNT, (71, 140, 125, 150)
price-row: Seconds Flour, No. 1 15 5 0 (194, 146, 273, 155)
